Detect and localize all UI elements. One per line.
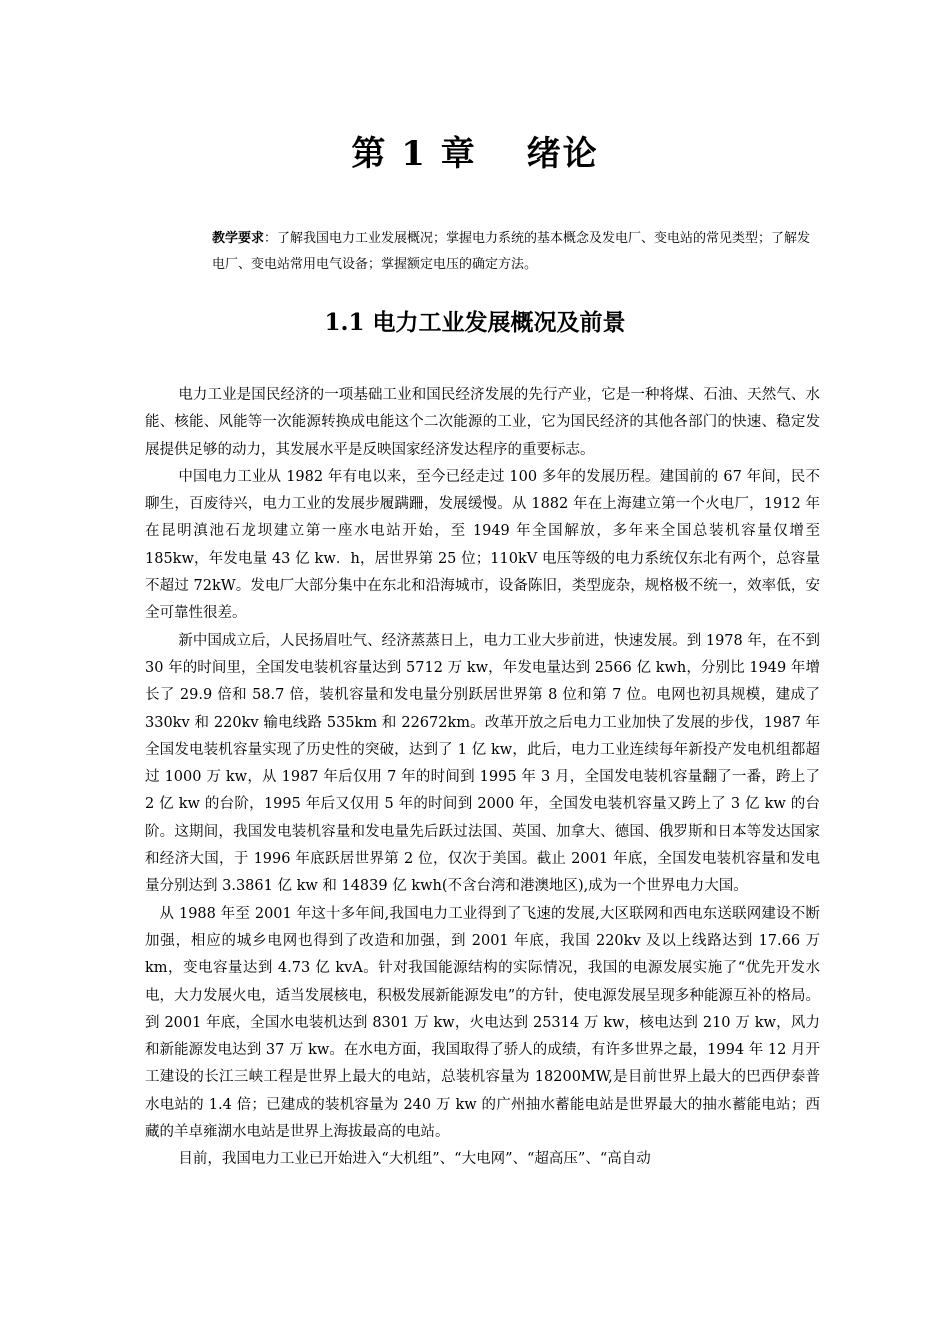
paragraph-5: 目前，我国电力工业已开始进入“大机组”、“大电网”、“超高压”、“高自动 (178, 1151, 651, 1168)
requirements-text: ：了解我国电力工业发展概况；掌握电力系统的基本概念及发电厂、变电站的常见类型；了解发电厂、变电站常用电气设备；掌握额定电压的确定方法。 (212, 231, 811, 272)
paragraph-4: 从 1988 年至 2001 年这十多年间,我国电力工业得到了飞速的发展,大区联网和西电东送联网建设不断加强，相应的城乡电网也得到了改造和加强，到 2001 年底，我国 220kv 及以上线路达到 17.66 万 km，变电容量达到 4.73 亿 kvA。针对我国能源结构的实际情况，我国的电源发展实施了“优先开发水电，大力发展火电，适当发展核电，积极发展新能源发电”的方针，使电源发展呈现多种能源互补的格局。到 2001 年底，全国水电装机达到 8301 万 kw，火电达到 25314 万 kw，核电达到 210 万 kw，风力和新能源发电达到 37 万 kw。在水电方面，我国取得了骄人的成绩，有许多世界之最，1994 年 12 月开工建设的长江三峡工程是世界上最大的电站，总装机容量为 18200MW,是目前世界上最大的巴西伊泰普水电站的 1.4 倍；已建成的装机容量为 240 万 kw 的广州抽水蓄能电站是世界最大的抽水蓄能电站；西藏的羊卓雍湖水电站是世界上海拔最高的电站。 (145, 905, 820, 1141)
chapter-title: 第 1 章 绪论 (351, 134, 599, 174)
body-text (145, 382, 820, 1174)
requirements-label: 教学要求 (212, 231, 265, 246)
paragraph-1: 电力工业是国民经济的一项基础工业和国民经济发展的先行产业，它是一种将煤、石油、天然气、水能、核能、风能等一次能源转换成电能这个二次能源的工业，它为国民经济的其他各部门的快速、稳定发展提供足够的动力，其发展水平是反映国家经济发达程序的重要标志。 (145, 387, 820, 458)
paragraph-2: 中国电力工业从 1982 年有电以来，至今已经走过 100 多年的发展历程。建国前的 67 年间，民不聊生，百废待兴，电力工业的发展步履蹒跚，发展缓慢。从 1882 年在上海建立第一个火电厂，1912 年在昆明滇池石龙坝建立第一座水电站开始，至 1949 年全国解放，多年来全国总装机容量仅增至 185kw，年发电量 43 亿 kw．h，居世界第 25 位；110kV 电压等级的电力系统仅东北有两个，总容量不超过 72kW。发电厂大部分集中在东北和沿海城市，设备陈旧，类型庞杂，规格极不统一，效率低，安全可靠性很差。 (145, 468, 820, 622)
section-title: 1.1 电力工业发展概况及前景 (324, 309, 626, 336)
paragraph-3: 新中国成立后，人民扬眉吐气、经济蒸蒸日上，电力工业大步前进，快速发展。到 1978 年，在不到 30 年的时间里，全国发电装机容量达到 5712 万 kw，年发电量达到 2566 亿 kwh，分别比 1949 年增长了 29.9 倍和 58.7 倍，装机容量和发电量分别跃居世界第 8 位和第 7 位。电网也初具规模，建成了 330kv 和 220kv 输电线路 535km 和 22672km。改革开放之后电力工业加快了发展的步伐，1987 年全国发电装机容量实现了历史性的突破，达到了 1 亿 kw，此后，电力工业连续每年新投产发电机组都超过 1000 万 kw，从 1987 年后仅用 7 年的时间到 1995 年 3 月，全国发电装机容量翻了一番，跨上了 2 亿 kw 的台阶，1995 年后又仅用 5 年的时间到 2000 年，全国发电装机容量又跨上了 3 亿 kw 的台阶。这期间，我国发电装机容量和发电量先后跃过法国、英国、加拿大、德国、俄罗斯和日本等发达国家和经济大国，于 1996 年底跃居世界第 2 位，仅次于美国。截止 2001 年底，全国发电装机容量和发电量分别达到 3.3861 亿 kw 和 14839 亿 kwh(不含台湾和港澳地区),成为一个世界电力大国。 (145, 632, 821, 895)
teaching-requirements (212, 226, 822, 278)
